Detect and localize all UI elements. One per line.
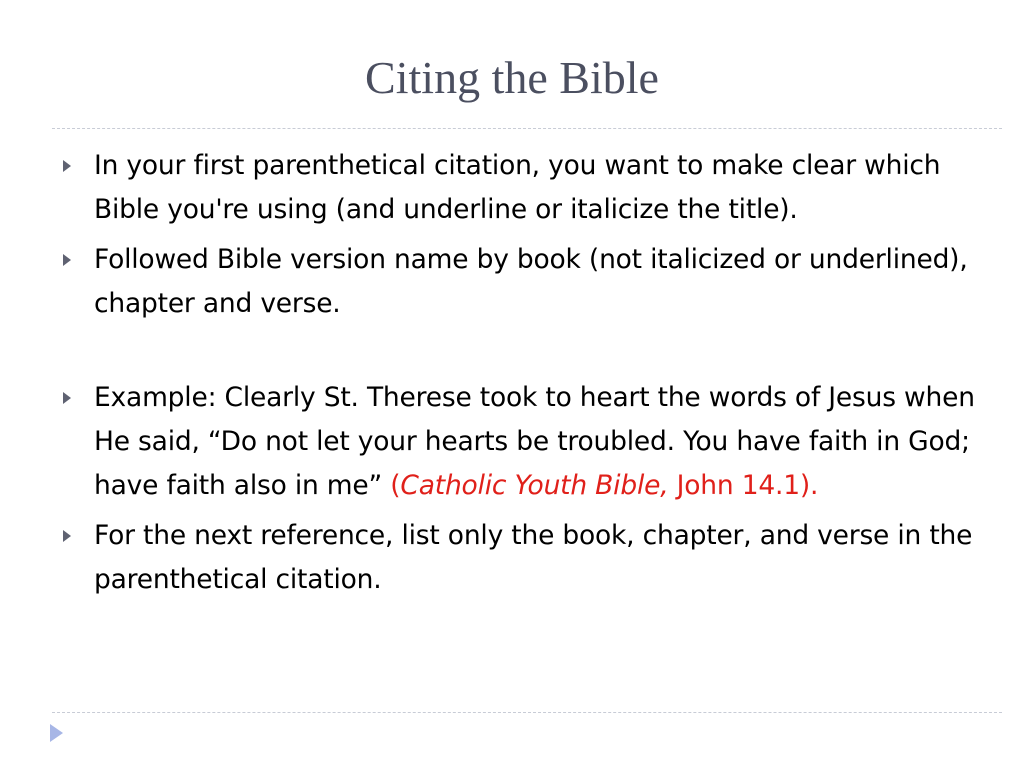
citation-title: Catholic Youth Bible, — [400, 470, 669, 501]
bullet-triangle-icon — [63, 392, 71, 404]
footer-divider — [52, 712, 1002, 713]
bullet-item-first-citation — [60, 144, 980, 232]
bullet-text: In your first parenthetical citation, you want to make clear which Bible you're using (and underline or italicize the title). — [94, 150, 941, 225]
bullet-triangle-icon — [63, 160, 71, 172]
slide-title: Citing the Bible — [365, 52, 659, 103]
citation-open: ( — [390, 470, 401, 501]
bullet-item-next-reference — [60, 514, 980, 602]
bullet-item-version-name — [60, 238, 980, 326]
bullet-item-example — [60, 376, 980, 508]
bullet-triangle-icon — [63, 254, 71, 266]
bullet-list — [60, 144, 980, 602]
bullet-text: For the next reference, list only the book, chapter, and verse in the parenthetical citation. — [94, 520, 973, 595]
bullet-triangle-icon — [63, 530, 71, 542]
bullet-text: Followed Bible version name by book (not italicized or underlined), chapter and verse. — [94, 244, 968, 319]
citation — [390, 470, 818, 501]
title-divider — [52, 128, 1002, 129]
citation-ref: John 14.1). — [668, 470, 819, 501]
play-arrow-icon[interactable] — [50, 724, 63, 742]
bullet-text: Example: Clearly St. Therese took to heart the words of Jesus when He said, “Do not let your hearts be troubled. You have faith in God; have faith also in me” — [94, 382, 975, 501]
